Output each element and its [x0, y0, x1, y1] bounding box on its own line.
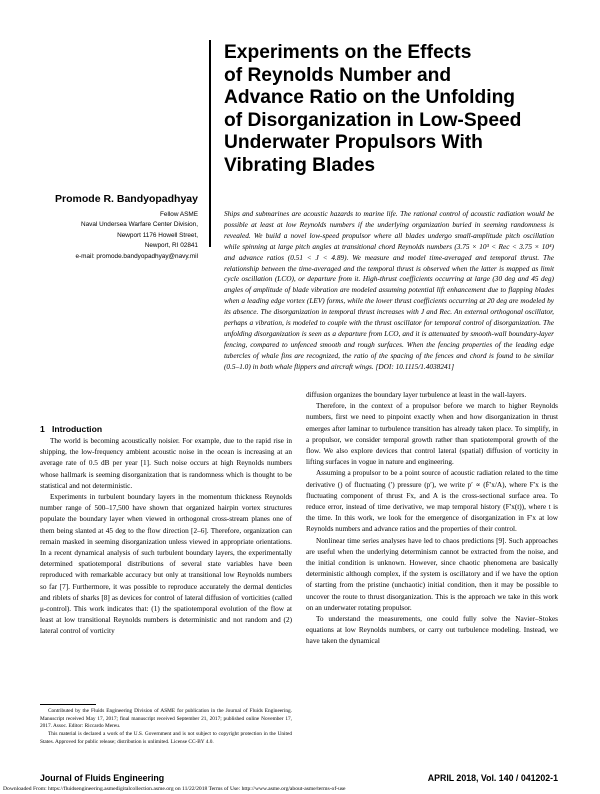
body-paragraph: Experiments in turbulent boundary layers in the momentum thickness Reynolds number range of 500–17,500 have shown that organized hairpin vortex structures populate the boundary layer when viewed in orthogonal cross-stream planes one of them being slanted at 45 deg to the flow direction [2–6]. Therefore, organization can remain masked in seeming disorganization unless viewed in appropriate orientations. In a recent dynamical analysis of such turbulent boundary layers, the experimentally determined spatiotemporal distributions of several state variables have been reproduced with remarkable accuracy but only at transitional low Reynolds numbers so far [7]. Furthermore, it was possible to reproduce accurately the dermal denticles and riblets of sharks [8] as devices for control of lateral diffusion of vorticities (called μ-control). This work indicates that: (1) the spatiotemporal evolution of the flow at least at low transitional Reynolds numbers is deterministic and not random and (2) lateral control of vorticity	[40, 493, 292, 636]
title-line: Vibrating Blades	[224, 154, 376, 176]
body-paragraph: Nonlinear time series analyses have led to chaos predictions [9]. Such approaches are useful when the underlying determinism cannot be extracted from the noise, and the initial condition is unknown. However, since chaotic phenomena are basically deterministic although complex, if the system is oscillatory and if we have the option of starting from the pristine (unchaotic) initial condition, then it may be possible to uncover the route to thrust disorganization. This is the approach we take in this work on an underwater rotating propulsor.	[306, 536, 558, 612]
body-paragraph: Assuming a propulsor to be a point source of acoustic radiation related to the time derivative () of fluctuating (′) pressure (p′), we write p′ ∝ (Ḟ′x/A), where F′x is the fluctuating component of thrust Fx, and A is the cross-sectional surface area. To reduce error, instead of time derivative, we map temporal history (F′x(t)), where t is the time. In this work, we look for the emergence of disorganization in F′x at low Reynolds numbers and advance ratios and the properties of their control.	[306, 469, 558, 534]
body-paragraph: diffusion organizes the boundary layer turbulence at least in the wall-layers.	[306, 391, 527, 399]
author-email[interactable]: e-mail: promode.bandyopadhyay@navy.mil	[75, 252, 198, 260]
paper-title	[224, 42, 554, 177]
title-line: of Disorganization in Low-Speed	[224, 109, 522, 131]
footnote-rule	[40, 704, 96, 705]
author-name: Promode R. Bandyopadhyay	[55, 193, 198, 205]
section-number: 1	[40, 424, 45, 434]
footnote-paragraph: This material is declared a work of the U.S. Government and is not subject to copyright protection in the United States. Approved for public release; distribution is unlimited. License CC-BY 4.0.	[40, 731, 292, 745]
abstract: Ships and submarines are acoustic hazards to marine life. The rational control of acoustic radiation would be possible at least at low Reynolds numbers if the underlying organization buried in seeming randomness is revealed. We build a novel low-speed propulsor where all blades undergo small-amplitude pitch oscillation while spinning at large pitch angles at transitional chord Reynolds numbers (3.75 × 10³ < Rec < 3.75 × 10⁴) and advance ratios (0.51 < J < 4.89). We measure and model time-averaged and temporal thrust. The relationship between the time-averaged and the temporal thrust is observed when the latter is mapped as limit cycle oscillation (LCO), or departure from it. High-thrust coefficients occurring at large (30 deg and 45 deg) angles of amplitude of blade vibration are modeled assuming potential lift enhancement due to flapping blades when a leading edge vortex (LEV) forms, while the lower thrust coefficients occurring at 20 deg are modeled by its absence. The disorganization in temporal thrust increases with J and Rec. An external orthogonal oscillator, perhaps a vibration, is modeled to couple with the thrust oscillator for temporal control of disorganization. The unfolding disorganization is seen as a departure from LCO, and it is attenuated by smooth-wall boundary-layer fencing, compared to unfenced smooth and rough surfaces. When the fencing properties of the leading edge tubercles of whale fins are recognized, the ratio of the spacing of the fences and chord is found to be similar (0.5–1.0) in both whale flippers and aircraft wings. [DOI: 10.1115/1.4038241]	[224, 209, 554, 371]
body-paragraph: Therefore, in the context of a propulsor before we march to higher Reynolds numbers, first we need to pinpoint exactly when and how disorganization in thrust emerges after laminar to turbulence transition has already taken place. To simplify, in a propulsor, we consider temporal growth rather than spatiotemporal growth of the flow. We also explore devices that control lateral (spatial) diffusion of vorticity in lifting surfaces in vogue in nature and engineering.	[306, 402, 558, 467]
author-affiliation	[28, 210, 198, 262]
body-paragraph: The world is becoming acoustically noisier. For example, due to the rapid rise in shipping, the low-frequency ambient acoustic noise in the ocean is increasing at an average rate of 0.5 dB per year [1]. Such noise occurs at high Reynolds numbers whose hallmark is seeming disorganization that is randomness which is thought to be statistical and not deterministic.	[40, 437, 292, 490]
body-column-right	[306, 390, 558, 648]
title-line: Advance Ratio on the Unfolding	[224, 87, 516, 108]
download-notice[interactable]: Downloaded From: https://fluidsengineering.asmedigitalcollection.asme.org on 11/22/2018 Terms of Use: http://www.asme.org/about-asme/terms-of-use	[3, 786, 346, 792]
title-divider	[209, 40, 211, 247]
section-heading	[40, 424, 102, 434]
journal-name: Journal of Fluids Engineering	[40, 773, 165, 783]
footnote	[40, 708, 292, 747]
affiliation-line: Naval Undersea Warfare Center Division,	[81, 221, 198, 229]
body-column-left	[40, 436, 292, 638]
affiliation-line: Newport, RI 02841	[144, 242, 198, 250]
body-paragraph: To understand the measurements, one could fully solve the Navier–Stokes equations at low Reynolds numbers, or carry out turbulence modeling. Instead, we have taken the dynamical	[306, 615, 558, 646]
section-title: Introduction	[51, 424, 103, 434]
issue-info: APRIL 2018, Vol. 140 / 041202-1	[427, 773, 558, 783]
footnote-paragraph: Contributed by the Fluids Engineering Division of ASME for publication in the Journal of Fluids Engineering. Manuscript received May 17, 2017; final manuscript received September 21, 2017; published online November 17, 2017. Assoc. Editor: Riccardo Mereu.	[40, 708, 292, 730]
title-line: Underwater Propulsors With	[224, 132, 483, 153]
title-line: Experiments on the Effects	[224, 42, 472, 63]
affiliation-line: Newport 1176 Howell Street,	[117, 231, 198, 239]
affiliation-line: Fellow ASME	[159, 211, 198, 218]
title-line: of Reynolds Number and	[224, 64, 452, 86]
